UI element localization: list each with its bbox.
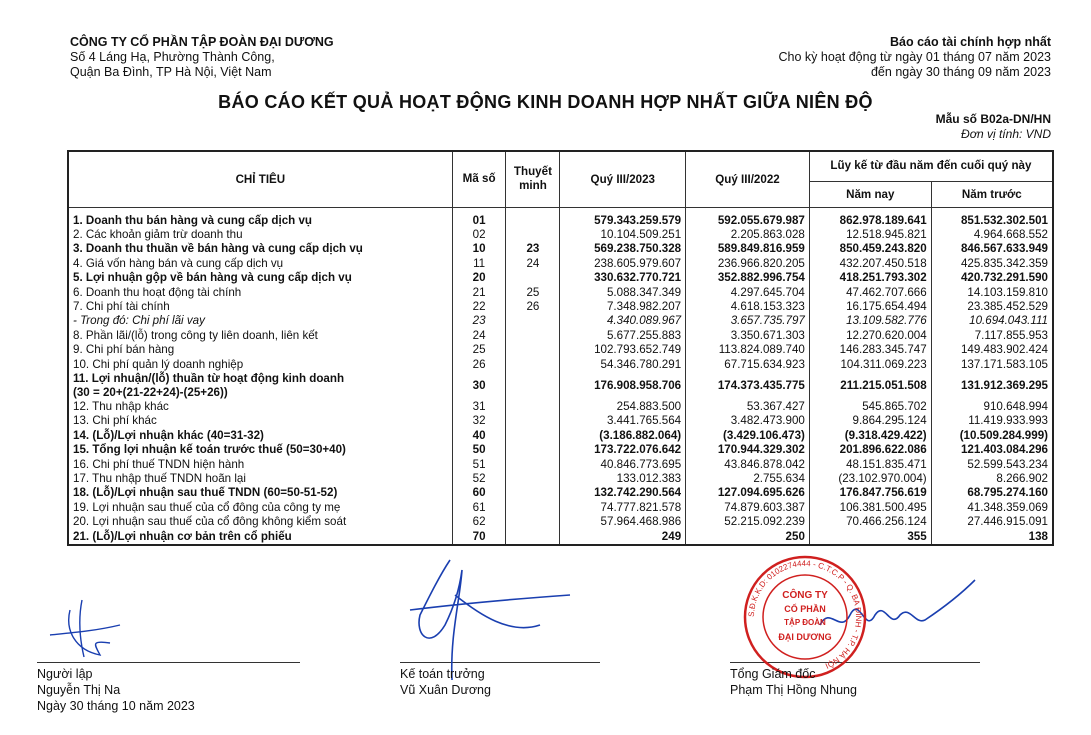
cell-item-line2: (30 = 20+(21-22+24)-(25+26)) (73, 385, 228, 399)
cell-prev-year: 68.795.274.160 (931, 486, 1053, 500)
cell-item: 5. Lợi nhuận gộp về bán hàng và cung cấp dịch vụ (68, 271, 452, 285)
cell-note (506, 501, 560, 515)
cell-q3-2022: 589.849.816.959 (686, 242, 810, 256)
cell-q3-2023: 40.846.773.695 (560, 458, 686, 472)
cell-prev-year: (10.509.284.999) (931, 429, 1053, 443)
table-row (68, 314, 1053, 328)
table-row (68, 358, 1053, 372)
report-period-line1: Cho kỳ hoạt động từ ngày 01 tháng 07 năm 2023 (778, 50, 1051, 64)
table-row (68, 414, 1053, 428)
cell-note (506, 207, 560, 228)
cell-q3-2023: 5.088.347.349 (560, 286, 686, 300)
cell-this-year: 104.311.069.223 (809, 358, 931, 372)
header-note: Thuyết minh (506, 151, 560, 207)
header-item: CHỈ TIÊU (68, 151, 452, 207)
table-row (68, 329, 1053, 343)
cell-code: 26 (452, 358, 506, 372)
cell-this-year: 418.251.793.302 (809, 271, 931, 285)
cell-code: 62 (452, 515, 506, 529)
stamp-line4: ĐẠI DƯƠNG (778, 632, 832, 642)
cell-q3-2023: 133.012.383 (560, 472, 686, 486)
cell-q3-2022: 74.879.603.387 (686, 501, 810, 515)
cell-item: 20. Lợi nhuận sau thuế của cổ đông không kiểm soát (68, 515, 452, 529)
cell-note (506, 400, 560, 414)
preparer-name: Nguyễn Thị Na (37, 683, 121, 697)
cell-note (506, 343, 560, 357)
cell-item: 19. Lợi nhuận sau thuế của cổ đông của công ty mẹ (68, 501, 452, 515)
cell-q3-2022: 352.882.996.754 (686, 271, 810, 285)
cell-code: 20 (452, 271, 506, 285)
cell-this-year: 850.459.243.820 (809, 242, 931, 256)
form-info (936, 112, 1051, 142)
company-address-line1: Số 4 Láng Hạ, Phường Thành Công, (70, 50, 275, 64)
cell-this-year: 106.381.500.495 (809, 501, 931, 515)
cell-item: 18. (Lỗ)/Lợi nhuận sau thuế TNDN (60=50-51-52) (68, 486, 452, 500)
cell-q3-2022: 250 (686, 530, 810, 545)
header-code: Mã số (452, 151, 506, 207)
company-address-line2: Quận Ba Đình, TP Hà Nội, Việt Nam (70, 65, 272, 79)
cell-note: 23 (506, 242, 560, 256)
table-row (68, 486, 1053, 500)
cell-prev-year: 41.348.359.069 (931, 501, 1053, 515)
table-row (68, 429, 1053, 443)
cell-note (506, 486, 560, 500)
cell-prev-year: 11.419.933.993 (931, 414, 1053, 428)
preparer-block (37, 666, 195, 714)
stamp-line3: TẬP ĐOÀN (784, 618, 826, 627)
cell-note (506, 271, 560, 285)
cell-q3-2022: 2.205.863.028 (686, 228, 810, 242)
cell-q3-2023: 5.677.255.883 (560, 329, 686, 343)
cell-this-year: 70.466.256.124 (809, 515, 931, 529)
cell-this-year: 48.151.835.471 (809, 458, 931, 472)
cell-this-year: 432.207.450.518 (809, 257, 931, 271)
cell-item: 21. (Lỗ)/Lợi nhuận cơ bản trên cổ phiếu (68, 530, 452, 545)
table-row (68, 443, 1053, 457)
cell-q3-2022: 2.755.634 (686, 472, 810, 486)
cell-prev-year: 846.567.633.949 (931, 242, 1053, 256)
cell-note (506, 372, 560, 400)
cell-item: 4. Giá vốn hàng bán và cung cấp dịch vụ (68, 257, 452, 271)
header-prev-year: Năm trước (931, 181, 1053, 207)
cell-prev-year: 137.171.583.105 (931, 358, 1053, 372)
cell-q3-2022: 53.367.427 (686, 400, 810, 414)
cell-note (506, 414, 560, 428)
cell-item-line1: 11. Lợi nhuận/(lỗ) thuần từ hoạt động kinh doanh (73, 371, 345, 385)
cell-note (506, 314, 560, 328)
cell-q3-2022: 3.350.671.303 (686, 329, 810, 343)
table-row (68, 515, 1053, 529)
cell-code: 60 (452, 486, 506, 500)
table-row (68, 458, 1053, 472)
cell-this-year: 16.175.654.494 (809, 300, 931, 314)
cell-q3-2022: 113.824.089.740 (686, 343, 810, 357)
cell-q3-2022: 52.215.092.239 (686, 515, 810, 529)
cell-q3-2022: 3.482.473.900 (686, 414, 810, 428)
table-body (68, 207, 1053, 545)
cell-prev-year: 121.403.084.296 (931, 443, 1053, 457)
cell-item: 1. Doanh thu bán hàng và cung cấp dịch vụ (68, 207, 452, 228)
cell-q3-2023: 254.883.500 (560, 400, 686, 414)
company-block (70, 35, 334, 80)
cell-note (506, 429, 560, 443)
cell-prev-year: 8.266.902 (931, 472, 1053, 486)
cell-item: 15. Tổng lợi nhuận kế toán trước thuế (50=30+40) (68, 443, 452, 457)
stamp-ring-text: S.Đ.K.K.D: 0102274444 - C.T.C.P - Q. BA ĐÌNH - T.P. HÀ NỘI (746, 558, 864, 671)
cell-prev-year: 23.385.452.529 (931, 300, 1053, 314)
cell-code: 24 (452, 329, 506, 343)
cell-prev-year: 138 (931, 530, 1053, 545)
cell-code: 32 (452, 414, 506, 428)
cell-code: 21 (452, 286, 506, 300)
cell-q3-2023: (3.186.882.064) (560, 429, 686, 443)
cell-item: 6. Doanh thu hoạt động tài chính (68, 286, 452, 300)
cell-q3-2022: 236.966.820.205 (686, 257, 810, 271)
cell-code: 02 (452, 228, 506, 242)
cell-this-year: 146.283.345.747 (809, 343, 931, 357)
header-this-year: Năm nay (809, 181, 931, 207)
cell-prev-year: 149.483.902.424 (931, 343, 1053, 357)
table-row (68, 472, 1053, 486)
cell-prev-year: 7.117.855.953 (931, 329, 1053, 343)
cell-this-year: 47.462.707.666 (809, 286, 931, 300)
cell-this-year: 9.864.295.124 (809, 414, 931, 428)
cell-q3-2023: 3.441.765.564 (560, 414, 686, 428)
cell-note (506, 329, 560, 343)
cell-item (68, 372, 452, 400)
cell-item: 12. Thu nhập khác (68, 400, 452, 414)
cell-item: 17. Thu nhập thuế TNDN hoãn lại (68, 472, 452, 486)
table-row (68, 530, 1053, 545)
director-role: Tổng Giám đốc (730, 667, 816, 681)
cell-this-year: 12.518.945.821 (809, 228, 931, 242)
cell-q3-2023: 57.964.468.986 (560, 515, 686, 529)
cell-prev-year: 131.912.369.295 (931, 372, 1053, 400)
report-date: Ngày 30 tháng 10 năm 2023 (37, 699, 195, 713)
cell-prev-year: 851.532.302.501 (931, 207, 1053, 228)
cell-q3-2023: 7.348.982.207 (560, 300, 686, 314)
accountant-role: Kế toán trưởng (400, 667, 485, 681)
currency-unit: Đơn vị tính: VND (961, 127, 1051, 141)
cell-q3-2022: 4.618.153.323 (686, 300, 810, 314)
cell-item: 8. Phần lãi/(lỗ) trong công ty liên doanh, liên kết (68, 329, 452, 343)
preparer-role: Người lập (37, 667, 93, 681)
cell-q3-2023: 10.104.509.251 (560, 228, 686, 242)
cell-prev-year: 910.648.994 (931, 400, 1053, 414)
cell-item: 9. Chi phí bán hàng (68, 343, 452, 357)
cell-note (506, 530, 560, 545)
cell-code: 30 (452, 372, 506, 400)
cell-code: 50 (452, 443, 506, 457)
cell-this-year: 201.896.622.086 (809, 443, 931, 457)
cell-note (506, 443, 560, 457)
cell-code: 31 (452, 400, 506, 414)
header-ytd: Lũy kế từ đầu năm đến cuối quý này (809, 151, 1053, 181)
cell-code: 23 (452, 314, 506, 328)
cell-item: 3. Doanh thu thuần về bán hàng và cung cấp dịch vụ (68, 242, 452, 256)
cell-item: 13. Chi phí khác (68, 414, 452, 428)
header-q3-2023: Quý III/2023 (560, 151, 686, 207)
director-name: Phạm Thị Hồng Nhung (730, 683, 857, 697)
page-title: BÁO CÁO KẾT QUẢ HOẠT ĐỘNG KINH DOANH HỢP NHẤT GIỮA NIÊN ĐỘ (218, 92, 873, 112)
cell-q3-2023: 173.722.076.642 (560, 443, 686, 457)
cell-q3-2023: 74.777.821.578 (560, 501, 686, 515)
cell-prev-year: 10.694.043.111 (931, 314, 1053, 328)
company-name: CÔNG TY CỔ PHẦN TẬP ĐOÀN ĐẠI DƯƠNG (70, 35, 334, 49)
cell-note (506, 358, 560, 372)
table-row (68, 257, 1053, 271)
cell-this-year: (23.102.970.004) (809, 472, 931, 486)
cell-code: 61 (452, 501, 506, 515)
cell-code: 01 (452, 207, 506, 228)
cell-q3-2023: 132.742.290.564 (560, 486, 686, 500)
income-statement-table (67, 150, 1054, 546)
report-type: Báo cáo tài chính hợp nhất (890, 35, 1051, 49)
cell-note (506, 228, 560, 242)
cell-q3-2023: 4.340.089.967 (560, 314, 686, 328)
cell-q3-2023: 249 (560, 530, 686, 545)
table-row (68, 207, 1053, 228)
cell-item: 7. Chi phí tài chính (68, 300, 452, 314)
cell-q3-2022: 127.094.695.626 (686, 486, 810, 500)
table-row (68, 501, 1053, 515)
cell-q3-2023: 54.346.780.291 (560, 358, 686, 372)
cell-note (506, 458, 560, 472)
cell-this-year: 13.109.582.776 (809, 314, 931, 328)
cell-this-year: 211.215.051.508 (809, 372, 931, 400)
cell-q3-2023: 330.632.770.721 (560, 271, 686, 285)
cell-q3-2022: 174.373.435.775 (686, 372, 810, 400)
cell-q3-2022: 3.657.735.797 (686, 314, 810, 328)
cell-q3-2022: (3.429.106.473) (686, 429, 810, 443)
stamp-line2: CỔ PHẦN (784, 604, 826, 614)
cell-code: 11 (452, 257, 506, 271)
company-seal-icon (740, 552, 870, 682)
cell-q3-2023: 176.908.958.706 (560, 372, 686, 400)
table-row (68, 300, 1053, 314)
cell-note (506, 472, 560, 486)
cell-this-year: 862.978.189.641 (809, 207, 931, 228)
cell-q3-2023: 238.605.979.607 (560, 257, 686, 271)
cell-code: 70 (452, 530, 506, 545)
table-row (68, 271, 1053, 285)
cell-item: 14. (Lỗ)/Lợi nhuận khác (40=31-32) (68, 429, 452, 443)
cell-prev-year: 14.103.159.810 (931, 286, 1053, 300)
table-row (68, 228, 1053, 242)
cell-q3-2023: 102.793.652.749 (560, 343, 686, 357)
cell-this-year: 176.847.756.619 (809, 486, 931, 500)
cell-q3-2022: 170.944.329.302 (686, 443, 810, 457)
cell-item: - Trong đó: Chi phí lãi vay (68, 314, 452, 328)
accountant-name: Vũ Xuân Dương (400, 683, 491, 697)
cell-code: 52 (452, 472, 506, 486)
signature-preparer-icon (40, 595, 130, 665)
cell-code: 51 (452, 458, 506, 472)
form-number: Mẫu số B02a-DN/HN (935, 112, 1051, 126)
cell-code: 40 (452, 429, 506, 443)
stamp-line1: CÔNG TY (782, 590, 828, 601)
cell-this-year: (9.318.429.422) (809, 429, 931, 443)
cell-prev-year: 27.446.915.091 (931, 515, 1053, 529)
cell-this-year: 355 (809, 530, 931, 545)
cell-q3-2022: 4.297.645.704 (686, 286, 810, 300)
table-row (68, 242, 1053, 256)
cell-prev-year: 52.599.543.234 (931, 458, 1053, 472)
cell-code: 22 (452, 300, 506, 314)
report-period-line2: đến ngày 30 tháng 09 năm 2023 (870, 65, 1051, 79)
cell-q3-2022: 67.715.634.923 (686, 358, 810, 372)
cell-prev-year: 4.964.668.552 (931, 228, 1053, 242)
cell-q3-2023: 569.238.750.328 (560, 242, 686, 256)
cell-note (506, 515, 560, 529)
cell-item: 2. Các khoản giảm trừ doanh thu (68, 228, 452, 242)
cell-this-year: 12.270.620.004 (809, 329, 931, 343)
table-row (68, 343, 1053, 357)
cell-item: 10. Chi phí quản lý doanh nghiệp (68, 358, 452, 372)
cell-item: 16. Chi phí thuế TNDN hiện hành (68, 458, 452, 472)
director-block (730, 666, 857, 698)
cell-q3-2022: 43.846.878.042 (686, 458, 810, 472)
cell-prev-year: 425.835.342.359 (931, 257, 1053, 271)
cell-note: 24 (506, 257, 560, 271)
accountant-block (400, 666, 491, 698)
cell-code: 25 (452, 343, 506, 357)
cell-note: 26 (506, 300, 560, 314)
cell-q3-2022: 592.055.679.987 (686, 207, 810, 228)
table-row (68, 400, 1053, 414)
cell-code: 10 (452, 242, 506, 256)
cell-note: 25 (506, 286, 560, 300)
table-row (68, 372, 1053, 400)
header-q3-2022: Quý III/2022 (686, 151, 810, 207)
cell-prev-year: 420.732.291.590 (931, 271, 1053, 285)
report-header (779, 35, 1051, 80)
cell-this-year: 545.865.702 (809, 400, 931, 414)
cell-q3-2023: 579.343.259.579 (560, 207, 686, 228)
table-row (68, 286, 1053, 300)
